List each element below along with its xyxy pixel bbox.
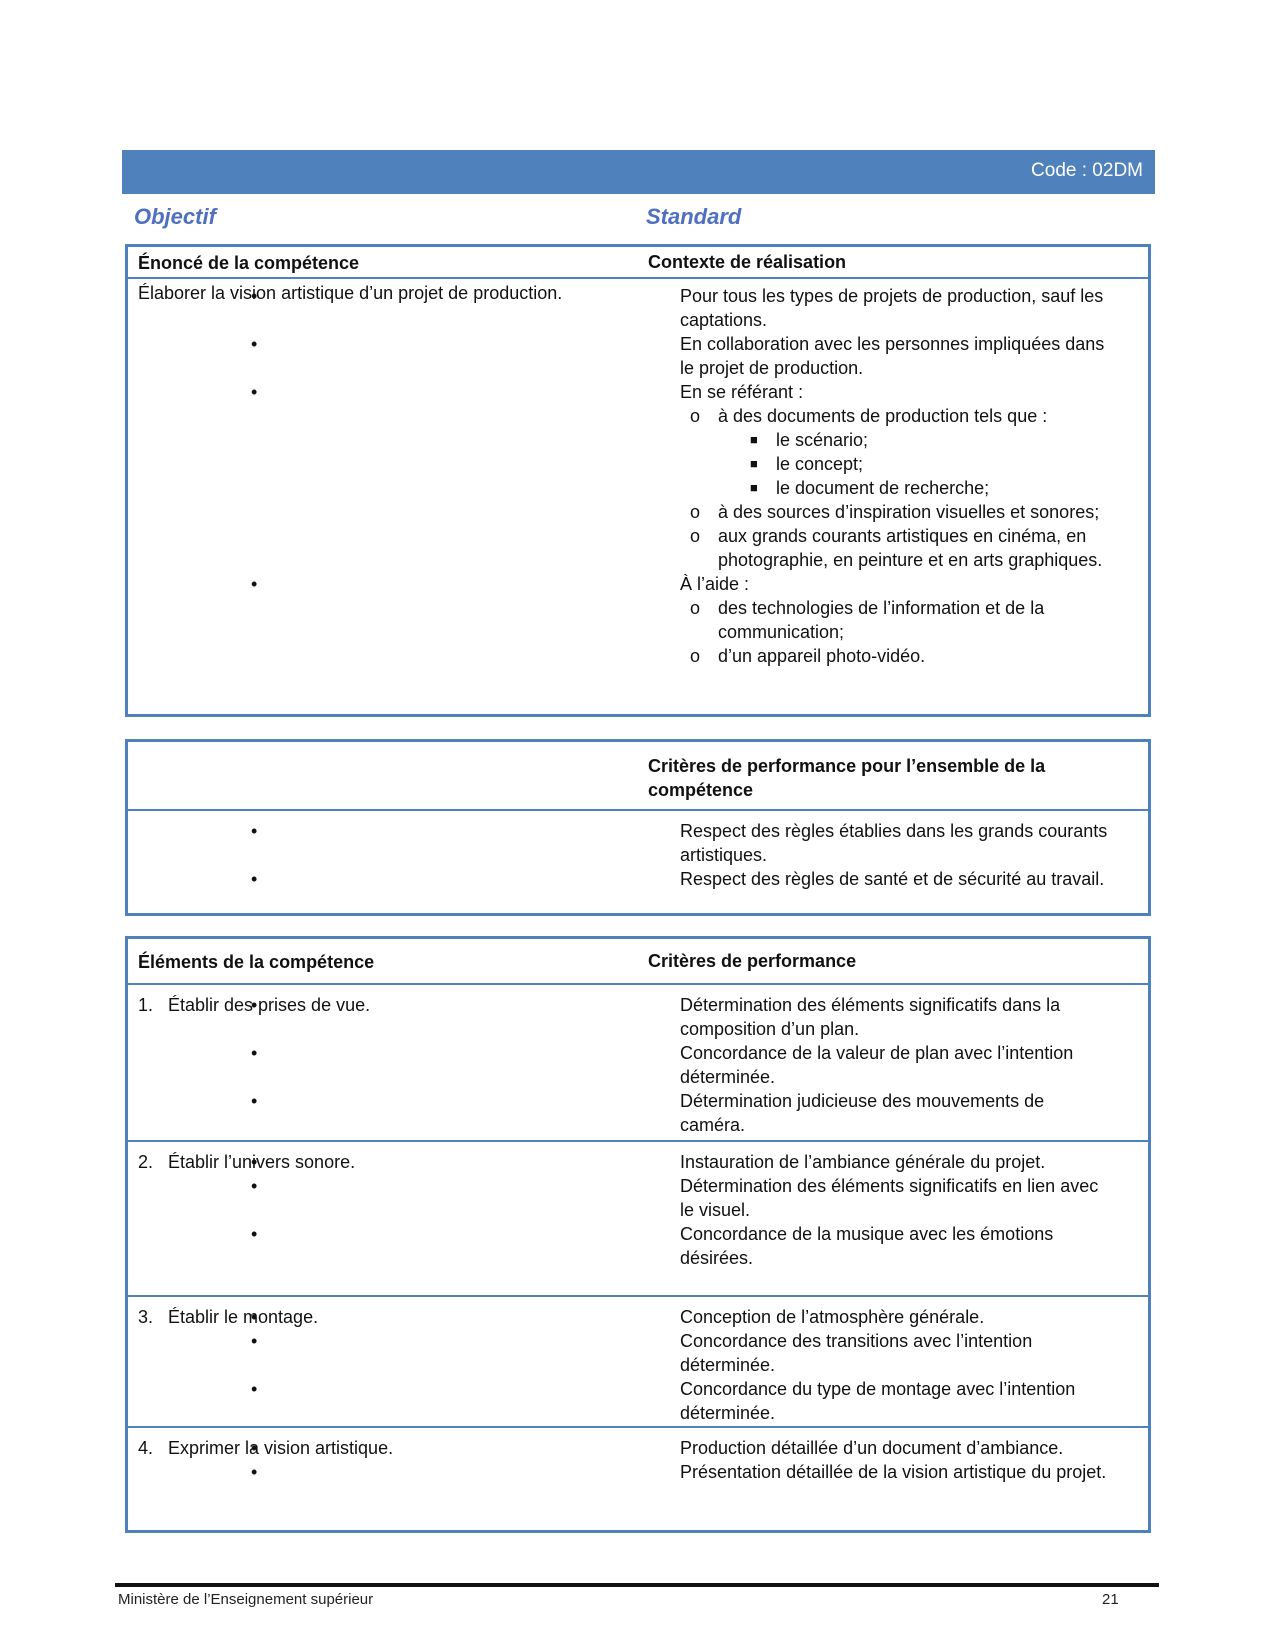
list-item: Production détaillée d’un document d’ambiance. [680, 1438, 1064, 1458]
footer-ministry: Ministère de l’Enseignement supérieur [118, 1591, 374, 1608]
enonce-text: Élaborer la vision artistique d’un projet de production. [138, 283, 563, 303]
circle-bullet-icon: o [690, 406, 701, 426]
objective-standard-row [134, 204, 1155, 234]
overall-criteria-body [128, 811, 1148, 911]
competence-box [125, 244, 1151, 717]
list-item: Détermination judicieuse des mouvements de caméra. [680, 1091, 1045, 1135]
list-item: Pour tous les types de projets de production, sauf les captations. [680, 286, 1104, 330]
overall-criteria-list [128, 819, 1118, 891]
criteria-list [128, 1436, 1118, 1484]
element-row [128, 1426, 1148, 1531]
list-item: Détermination des éléments significatifs en lien avec le visuel. [680, 1176, 1099, 1220]
header-band [122, 150, 1155, 194]
overall-criteria-heading: Critères de performance pour l’ensemble de la compétence [648, 756, 1046, 800]
list-item: Conception de l’atmosphère générale. [680, 1307, 985, 1327]
element-label: 3. Établir le montage. [138, 1307, 319, 1327]
enonce-heading: Énoncé de la compétence [138, 253, 360, 273]
objectif-title: Objectif [134, 204, 216, 229]
list-item: ■ le document de recherche; [750, 478, 990, 498]
competence-header [128, 247, 1148, 279]
element-label: 4. Exprimer la vision artistique. [138, 1438, 394, 1458]
list-item: En se référant : o à des documents de production tels que : ■ le scénario; ■ le concept; ■ le document de recherche; o à des sources d’inspiration visuelles et sonores; o aux grands courants artistiques en cinéma, en photographie, en peinture et en arts graphiques. [128, 380, 1110, 572]
referant-sublist [680, 404, 1110, 572]
list-item: o à des documents de production tels que : ■ le scénario; ■ le concept; ■ le document de recherche; [680, 404, 1110, 500]
criteria-list [128, 993, 1118, 1137]
overall-criteria-box [125, 739, 1151, 916]
competence-body [128, 279, 1148, 713]
element-row [128, 1140, 1148, 1295]
standard-title: Standard [646, 204, 742, 229]
element-row [128, 985, 1148, 1140]
circle-bullet-icon: o [690, 646, 701, 666]
list-item: o d’un appareil photo-vidéo. [690, 646, 926, 666]
list-item: o aux grands courants artistiques en cinéma, en photographie, en peinture et en arts graphiques. [690, 526, 1103, 570]
contexte-heading: Contexte de réalisation [648, 252, 847, 272]
element-label: 2. Établir l’univers sonore. [138, 1152, 356, 1172]
circle-bullet-icon: o [690, 502, 701, 522]
element-row [128, 1295, 1148, 1426]
element-label: 1. Établir des prises de vue. [138, 995, 371, 1015]
criteria-list [128, 1305, 1118, 1425]
list-item: Concordance du type de montage avec l’intention déterminée. [680, 1379, 1076, 1423]
list-item: Concordance des transitions avec l’intention déterminée. [680, 1331, 1033, 1375]
square-bullet-icon: ■ [750, 432, 758, 447]
circle-bullet-icon: o [690, 526, 701, 546]
criteria-list [128, 1150, 1118, 1270]
elements-header [128, 939, 1148, 985]
criteria-heading: Critères de performance [648, 951, 857, 971]
list-item: Présentation détaillée de la vision artistique du projet. [680, 1462, 1107, 1482]
list-item: ■ le concept; [750, 454, 864, 474]
list-item: ■ le scénario; [750, 430, 869, 450]
list-item: Concordance de la valeur de plan avec l’intention déterminée. [680, 1043, 1074, 1087]
list-item: À l’aide : o des technologies de l’information et de la communication; o d’un appareil photo-vidéo. [128, 572, 1110, 668]
overall-criteria-header [128, 742, 1148, 811]
list-item: Instauration de l’ambiance générale du projet. [680, 1152, 1046, 1172]
list-item: Respect des règles établies dans les grands courants artistiques. [680, 821, 1108, 865]
square-bullet-icon: ■ [750, 480, 758, 495]
page-number: 21 [1102, 1591, 1119, 1608]
elements-box [125, 936, 1151, 1533]
documents-sublist [680, 428, 1110, 500]
list-item: Détermination des éléments significatifs dans la composition d’un plan. [680, 995, 1061, 1039]
list-item: o des technologies de l’information et de la communication; [690, 598, 1045, 642]
square-bullet-icon: ■ [750, 456, 758, 471]
contexte-list [128, 284, 1118, 668]
circle-bullet-icon: o [690, 598, 701, 618]
aide-sublist [680, 596, 1110, 668]
list-item: o à des sources d’inspiration visuelles et sonores; [690, 502, 1100, 522]
footer-rule [115, 1583, 1159, 1587]
elements-heading: Éléments de la compétence [138, 952, 375, 972]
list-item: En collaboration avec les personnes impliquées dans le projet de production. [680, 334, 1105, 378]
program-code: Code : 02DM [1031, 160, 1143, 181]
list-item: Respect des règles de santé et de sécurité au travail. [680, 869, 1105, 889]
list-item: Concordance de la musique avec les émotions désirées. [680, 1224, 1054, 1268]
